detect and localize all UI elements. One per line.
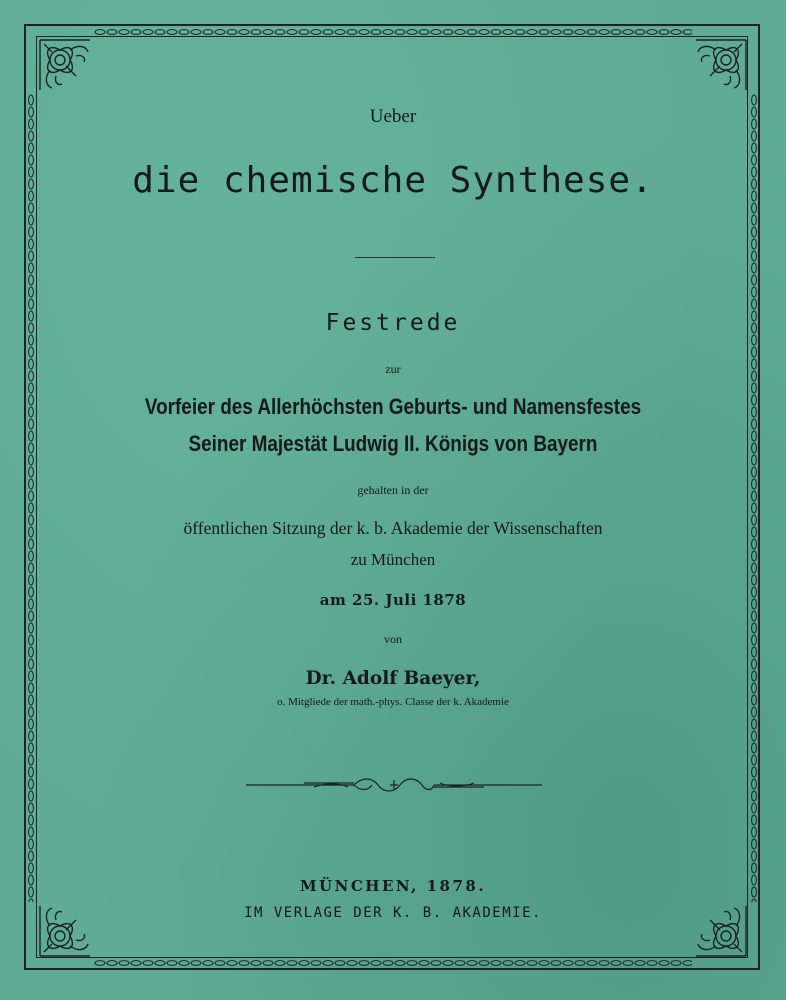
chain-border-bottom bbox=[94, 958, 692, 968]
occasion-line-1: Vorfeier des Allerhöchsten Geburts- und Namensfestes bbox=[144, 394, 642, 419]
imprint-publisher: IM VERLAGE DER K. B. AKADEMIE. bbox=[244, 905, 542, 921]
title-preposition: Ueber bbox=[369, 106, 417, 127]
connective-zur: zur bbox=[385, 362, 401, 376]
connective-gehalten: gehalten in der bbox=[357, 483, 429, 497]
chain-border-right bbox=[749, 94, 759, 902]
chain-border-top bbox=[94, 27, 692, 37]
corner-ornament-icon bbox=[692, 36, 750, 94]
chain-border-left bbox=[26, 94, 36, 902]
occasion-line-2: Seiner Majestät Ludwig II. Königs von Bayern bbox=[188, 431, 598, 456]
city-line: zu München bbox=[350, 550, 436, 569]
author-membership: o. Mitgliede der math.-phys. Classe der k. Akademie bbox=[277, 696, 509, 708]
session-line: öffentlichen Sitzung der k. b. Akademie der Wissenschaften bbox=[183, 518, 603, 538]
scroll-divider-icon bbox=[244, 772, 544, 798]
author-name: Dr. Adolf Baeyer, bbox=[305, 668, 481, 689]
main-title: die chemische Synthese. bbox=[132, 160, 654, 201]
corner-ornament-icon bbox=[36, 36, 94, 94]
short-divider-rule bbox=[355, 257, 435, 258]
date-line: am 25. Juli 1878 bbox=[319, 591, 467, 609]
connective-von: von bbox=[384, 632, 402, 646]
genre-label: Festrede bbox=[325, 310, 461, 336]
imprint-city-year: MÜNCHEN, 1878. bbox=[299, 877, 487, 895]
